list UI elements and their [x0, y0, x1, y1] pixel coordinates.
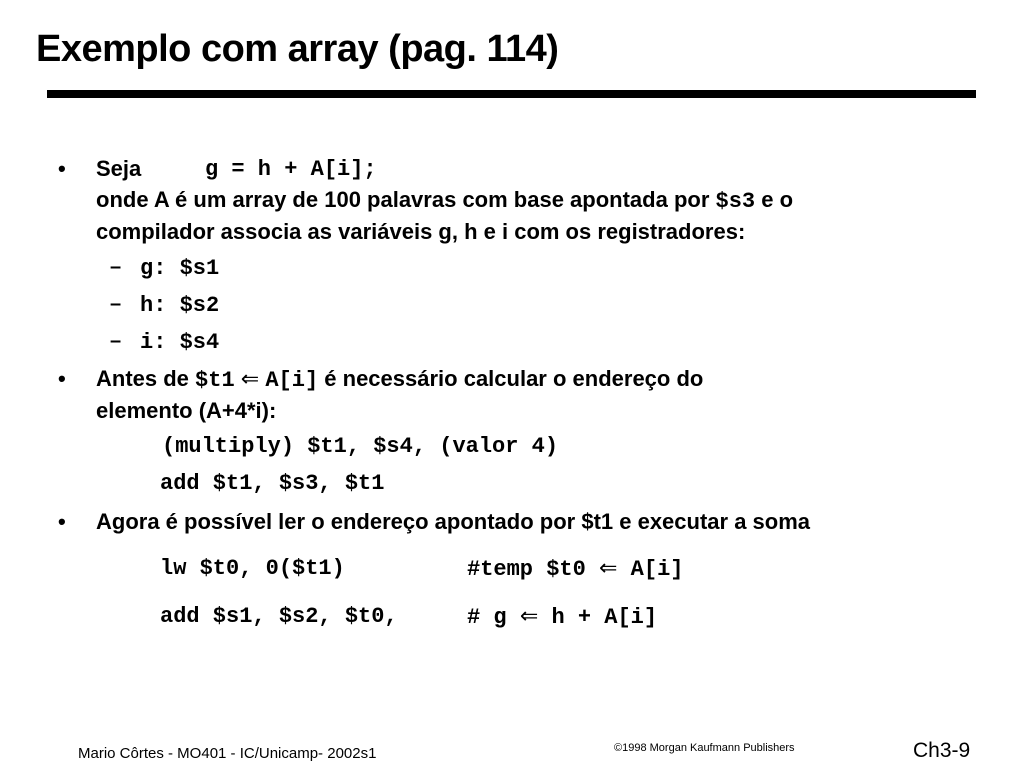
subitem-dash: – — [110, 330, 122, 352]
subitem-dash: – — [110, 256, 122, 278]
bullet-1-line3: compilador associa as variáveis g, h e i com os registradores: — [96, 219, 746, 244]
bullet-1-line2-text: onde A é um array de 100 palavras com base apontada por — [96, 187, 710, 212]
code-line-lw: lw $t0, 0($t1) — [160, 556, 345, 581]
code-comment-lw-a: #temp $t0 — [467, 557, 586, 582]
bullet-2-lead: Antes de — [96, 366, 189, 391]
code-line-add: add $t1, $s3, $t1 — [160, 471, 385, 496]
bullet-1-line2 — [96, 187, 793, 214]
bullet-1-line2-tail: e o — [761, 187, 794, 212]
bullet-1-lead: Seja — [96, 156, 142, 181]
left-double-arrow-icon: ⇐ — [240, 367, 260, 392]
bullet-1-line2-code: $s3 — [715, 189, 756, 214]
left-double-arrow-icon: ⇐ — [599, 556, 618, 581]
title-underline — [47, 90, 976, 98]
page-number: Ch3-9 — [913, 739, 971, 762]
code-line-multiply: (multiply) $t1, $s4, (valor 4) — [162, 434, 559, 459]
code-comment-lw — [467, 556, 683, 582]
bullet-2-rest: é necessário calcular o endereço do — [324, 366, 704, 391]
code-comment-add — [467, 604, 657, 630]
subitem-g: g: $s1 — [140, 256, 220, 281]
bullet-2-line1 — [96, 366, 703, 393]
subitem-i: i: $s4 — [140, 330, 220, 355]
bullet-marker: • — [58, 156, 66, 181]
bullet-2-line2: elemento (A+4*i): — [96, 398, 277, 423]
footer-author: Mario Côrtes - MO401 - IC/Unicamp- 2002s1 — [78, 745, 377, 762]
bullet-2-code2: A[i] — [265, 368, 319, 393]
bullet-marker: • — [58, 509, 66, 534]
bullet-1-code: g = h + A[i]; — [205, 157, 377, 182]
bullet-2-code1: $t1 — [195, 368, 235, 393]
code-comment-add-b: h + A[i] — [551, 605, 658, 630]
subitem-h: h: $s2 — [140, 293, 220, 318]
bullet-marker: • — [58, 366, 66, 391]
footer-publisher: 1998 Morgan Kaufmann Publishers — [622, 742, 795, 754]
copyright-icon: © — [614, 742, 623, 754]
bullet-3-text: Agora é possível ler o endereço apontado por $t1 e executar a soma — [96, 509, 811, 534]
footer-copyright — [614, 742, 795, 754]
left-double-arrow-icon: ⇐ — [519, 604, 539, 629]
code-comment-add-a: # g — [467, 605, 507, 630]
code-line-add-sum: add $s1, $s2, $t0, — [160, 604, 398, 629]
slide-title: Exemplo com array (pag. 114) — [36, 28, 559, 70]
code-comment-lw-b: A[i] — [630, 557, 684, 582]
subitem-dash: – — [110, 293, 122, 315]
